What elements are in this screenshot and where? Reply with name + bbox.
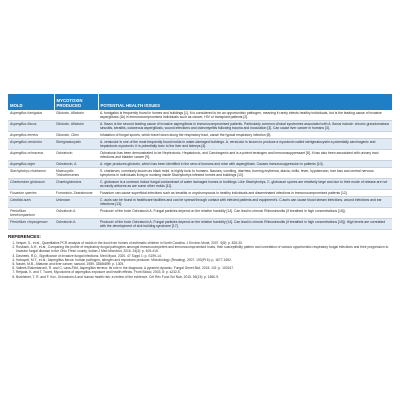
references-list	[8, 241, 392, 279]
table-row	[8, 197, 392, 208]
table-body	[8, 110, 392, 230]
reference-item: 7. Retjada, K. and T. Tuomi, Mycotoxins of aspergillus exposure and health effects. Front Biosci, 2003. 8: p. s232-5.	[16, 270, 392, 274]
mycotoxin-cell: Gliotoxin, Citrin	[54, 132, 98, 139]
mold-name-cell: Aspergillus niger	[8, 161, 54, 168]
health-issues-cell: A. niger produces gliotoxin, which has been identified in the sera of humans and mice with aspergillosis. Causes immunosuppression in patients [10].	[98, 161, 392, 168]
mold-name-cell: Aspergillus ochraceus	[8, 150, 54, 161]
table-row	[8, 168, 392, 179]
health-issues-cell: A. fumigatus is frequently found in homes and buildings [1]. It is considered to be an opportunistic pathogen, meaning it rarely infects healthy individuals, but is the leading cause of invasive aspergillosis (IA) in immunocompromised individuals such as cancer, HIV or transplant patients [2].	[98, 110, 392, 121]
mold-name-cell: Aspergillus fumigatus	[8, 110, 54, 121]
mold-name-cell: Fusarium species	[8, 190, 54, 197]
table-row	[8, 161, 392, 168]
table-row	[8, 121, 392, 132]
mycotoxin-cell: Ochratoxin, A	[54, 161, 98, 168]
health-issues-cell: Fusarium can cause superficial infections such as keratitis or onychomycosis in healthy individuals and disseminated infections in immunocompromised patients [12].	[98, 190, 392, 197]
mold-table	[8, 94, 392, 230]
table-row	[8, 110, 392, 121]
table-row	[8, 150, 392, 161]
mycotoxin-cell: Gliotoxin, Aflatoxin	[54, 121, 98, 132]
health-issues-cell: Producer of the toxin Ochratoxin A. Fungal particles depend on the relative humidity [14]. Can lead to chronic Rhinosinusitis (if breathed in high concentrations [15]). High levels are correlated with the development of sick building syndrome [17].	[98, 219, 392, 230]
table-row	[8, 179, 392, 190]
mycotoxin-cell: Ochratoxin A	[54, 219, 98, 230]
mycotoxin-cell: Sterigmatocystin	[54, 139, 98, 150]
mold-name-cell: Penicillium chrysogenum	[8, 219, 54, 230]
header-mycotoxin: MYCOTOXIN PRODUCED	[54, 94, 98, 110]
table-row	[8, 208, 392, 219]
mold-name-cell: Aspergillus flavus	[8, 121, 54, 132]
header-mold: MOLD	[8, 94, 54, 110]
health-issues-cell: Inhalation of fungal spores, which travel down along the respiratory tract, cause the typical respiratory infection [8].	[98, 132, 392, 139]
document-page	[8, 94, 392, 279]
reference-item: 8. Burkhimer, T. R. and F. Kox, Ochratoxin A and human health risk: a review of the evidence. Crit Rev Food Sci Nutr, 2015. 55(13): p. 1860-9.	[16, 275, 392, 279]
reference-item: 5. Nasim, M.B., Aflatoxin and liver cancer, sarcoid, 1989. 33586899: p. 1305.	[16, 262, 392, 266]
table-row	[8, 190, 392, 197]
table-row	[8, 132, 392, 139]
mold-name-cell: Candida auris	[8, 197, 54, 208]
reference-item: 2. Rosbach, A.H., et al., Comparing the profile of respiratory fungal pathogens amongst immunocompetent and immunocompromised hosts, their susceptibility pattern and correlation of various opportunistic respiratory fungal infections and their progression to invasive fungal disease in the Ohio Fresh county, Indian J Med Microbiol, 2016. 34(3): p. 409-415.	[16, 245, 392, 253]
health-issues-cell: Producer of the toxin Ochratoxin A. Fungal particles depend on the relative humidity [14]. Can lead to chronic Rhinosinusitis (if breathed in high concentrations [15]).	[98, 208, 392, 219]
health-issues-cell: A. versicolor is one of the most frequently found molds in water-damaged buildings. A. versicolor is known to produce a mycotoxin called sterigmatocystin a potentially carcinogenic and hepatotoxic mycotoxin. It is potentially toxic to the liver and kidneys [4].	[98, 139, 392, 150]
health-issues-cell: C. auris can be found in healthcare facilities and can be spread through contact with infected patients and equipment's. C.auris can cause blood stream infections, wound infections and ear infections [13].	[98, 197, 392, 208]
mycotoxin-cell: Chaetoglobosins	[54, 179, 98, 190]
table-row	[8, 219, 392, 230]
table-header	[8, 94, 392, 110]
health-issues-cell: Ochratoxin has been demonstrated to be Nephrotoxic, Hepatotoxic, and Carcinogenic and is a potent teratogen and immunosuppressant [8]. It has also been associated with urinary tract infections and bladder cancer [9].	[98, 150, 392, 161]
mold-name-cell: Aspergillus terreus	[8, 132, 54, 139]
mycotoxin-cell: Fumonisin, Zearalenone	[54, 190, 98, 197]
reference-item: 4. Hobayoti, M.T., et al., Aspergillus flavus: human pathogen, allergen and mycotoxin producer. Microbiology (Reading), 2007. 153(Pt 6): p. 1677-1692.	[16, 258, 392, 262]
health-issues-cell: S. chartarum, commonly known as black mold, is highly toxic to humans. Nausea, vomiting, diarrhea, burning erythema, ataxia, chills, fever, hypotension, hair loss and central nervous symptoms in individuals living or working inside Stachybotrys infested homes and buildings [10].	[98, 168, 392, 179]
mycotoxin-cell: Macrocyclic Trichothecenes	[54, 168, 98, 179]
mold-name-cell: Chaetomium globosum	[8, 179, 54, 190]
mold-name-cell: Stachybotrys chartarum	[8, 168, 54, 179]
mycotoxin-cell: Ochratoxin A	[54, 208, 98, 219]
mycotoxin-cell: Ochratoxin	[54, 150, 98, 161]
reference-item: 6. Vallees Etalonbaroch, R. and C. Lass-Flörl, Aspergillus terreus: its role in the diagnosis. A pyramid dynamic. Fungal Genet Biol, 2018. 131: p. 103247.	[16, 266, 392, 270]
mold-name-cell: Penicillium brevicompactum	[8, 208, 54, 219]
references-section	[8, 234, 392, 279]
health-issues-cell: A. flavus is the second leading cause of invasive aspergillosis in immunocompromised patients. Particularly common clinical syndromes associated with A. flavus include: chronic granulomatous sinusitis, keratitis, cutaneous aspergillosis, wound infections and osteomyelitis following trauma and inoculation [3]. Can cause liver cancer in humans [3].	[98, 121, 392, 132]
mycotoxin-cell: Unknown	[54, 197, 98, 208]
reference-item: 1. Vesper, S., et al., Quantitative PCR analysis of molds in the dust from homes of asthmatic children in North Carolina. J Environ Monit, 2007. 9(8): p. 826-30.	[16, 241, 392, 245]
table-row	[8, 139, 392, 150]
mold-name-cell: Aspergillus versicolor	[8, 139, 54, 150]
references-title: REFERENCES:	[8, 234, 41, 239]
mycotoxin-cell: Gliotoxin, Aflatoxin	[54, 110, 98, 121]
health-issues-cell: C. globosum is a common indoor fungal contaminant of water damaged homes or buildings. Like Stachybotrys, C. globosum spores are relatively large and due to their mode of release are not as easily airborne as are some other molds [11].	[98, 179, 392, 190]
header-health-issues: POTENTIAL HEALTH ISSUES	[98, 94, 392, 110]
reference-item: 3. Dasheek, R.D., Significance of invasive fungal infections. Med Mycol, 2020. 47 Suppl 1: p. S199-14.	[16, 254, 392, 258]
